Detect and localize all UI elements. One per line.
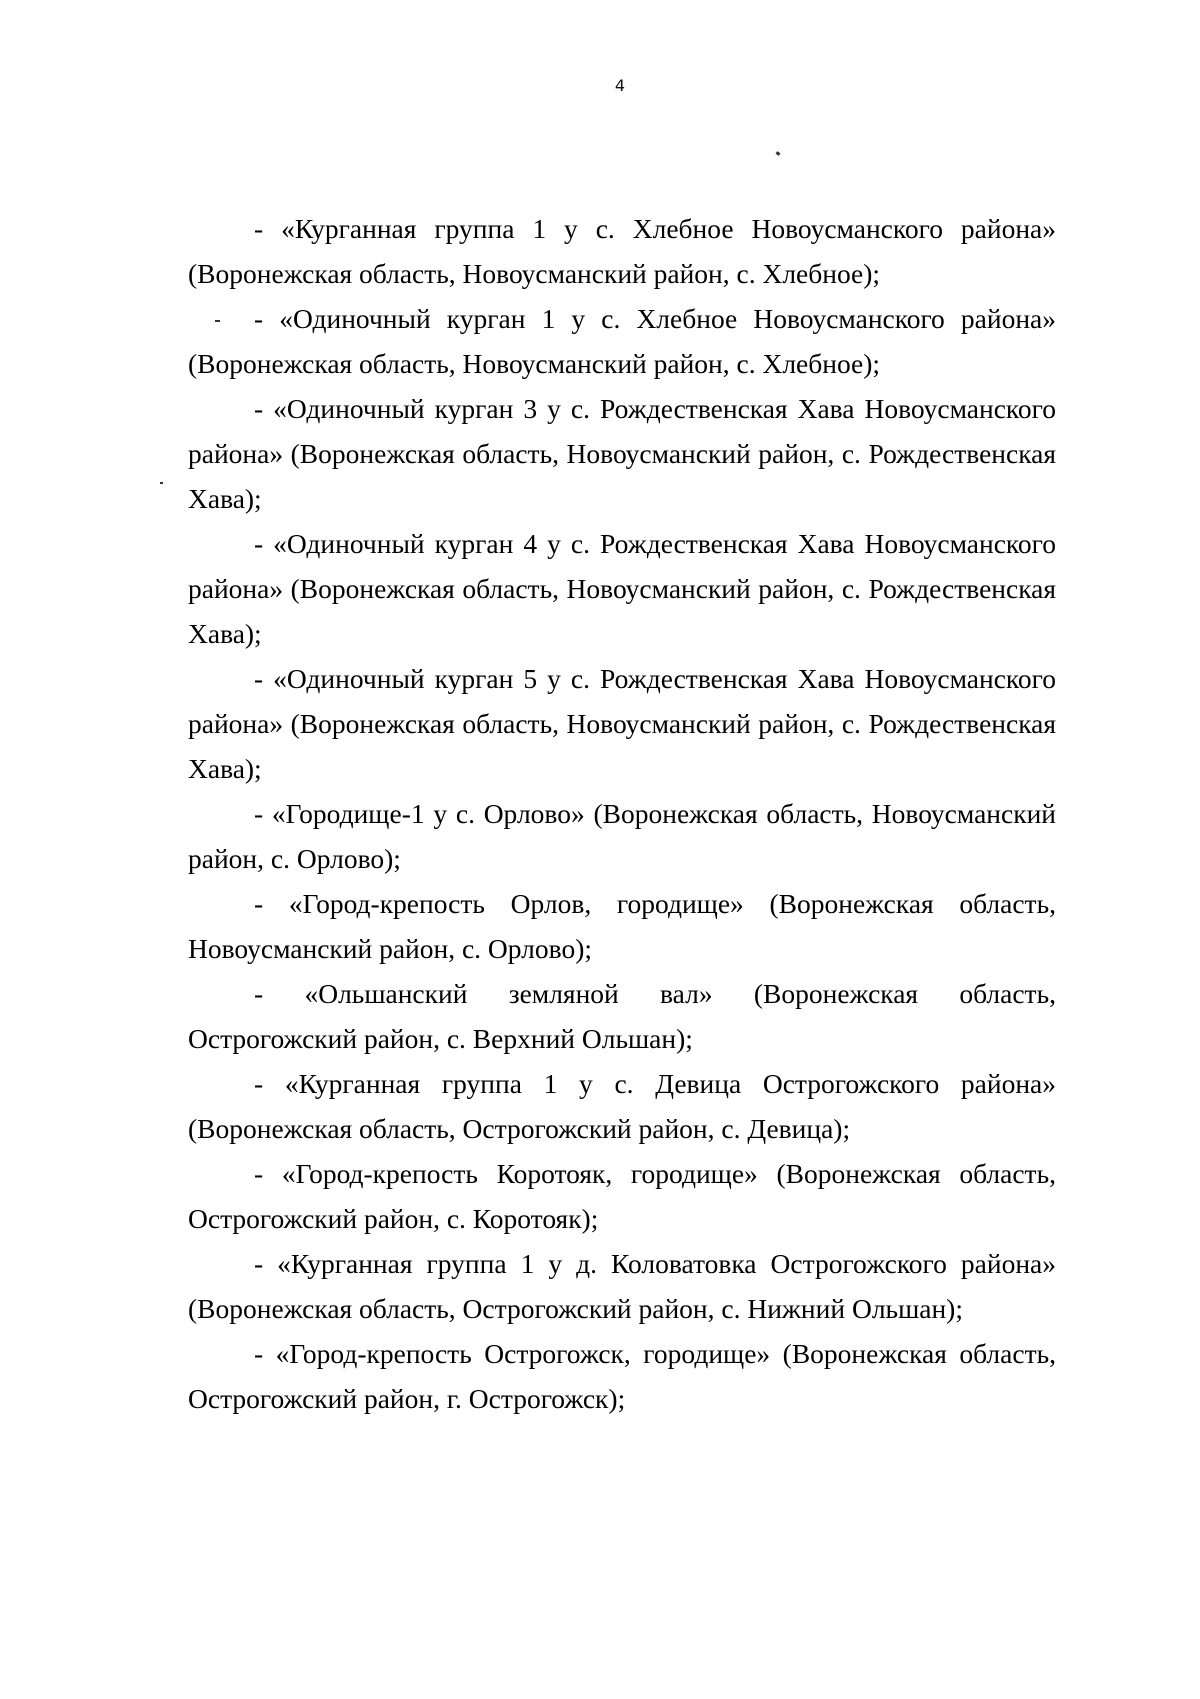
list-item: - «Одиночный курган 1 у с. Хлебное Новоусманского района» (Воронежская область, Новоусманский район, с. Хлебное); [188,303,1056,379]
list-item: - «Курганная группа 1 у с. Хлебное Новоусманского района» (Воронежская область, Новоусманский район, с. Хлебное); [188,213,1056,289]
list-item: - «Город-крепость Коротояк, городище» (Воронежская область, Острогожский район, с. Коротояк); [188,1158,1056,1234]
monument-list [188,206,1056,1421]
list-item: - «Городище-1 у с. Орлово» (Воронежская область, Новоусманский район, с. Орлово); [188,798,1056,874]
scan-speck [776,151,781,156]
list-item: - «Ольшанский земляной вал» (Воронежская область, Острогожский район, с. Верхний Ольшан); [188,978,1056,1054]
list-item: - «Город-крепость Орлов, городище» (Воронежская область, Новоусманский район, с. Орлово); [188,888,1056,964]
list-item: - «Одиночный курган 3 у с. Рождественская Хава Новоусманского района» (Воронежская область, Новоусманский район, с. Рождественская Хава); [188,393,1056,514]
page-number: 4 [614,76,626,95]
list-item: - «Курганная группа 1 у с. Девица Острогожского района» (Воронежская область, Острогожский район, с. Девица); [188,1068,1056,1144]
list-item: - «Город-крепость Острогожск, городище» (Воронежская область, Острогожский район, г. Острогожск); [188,1338,1056,1414]
scan-speck [160,482,163,484]
list-item: - «Одиночный курган 5 у с. Рождественская Хава Новоусманского района» (Воронежская область, Новоусманский район, с. Рождественская Хава); [188,663,1056,784]
list-item: - «Курганная группа 1 у д. Коловатовка Острогожского района» (Воронежская область, Острогожский район, с. Нижний Ольшан); [188,1248,1056,1324]
list-item: - «Одиночный курган 4 у с. Рождественская Хава Новоусманского района» (Воронежская область, Новоусманский район, с. Рождественская Хава); [188,528,1056,649]
